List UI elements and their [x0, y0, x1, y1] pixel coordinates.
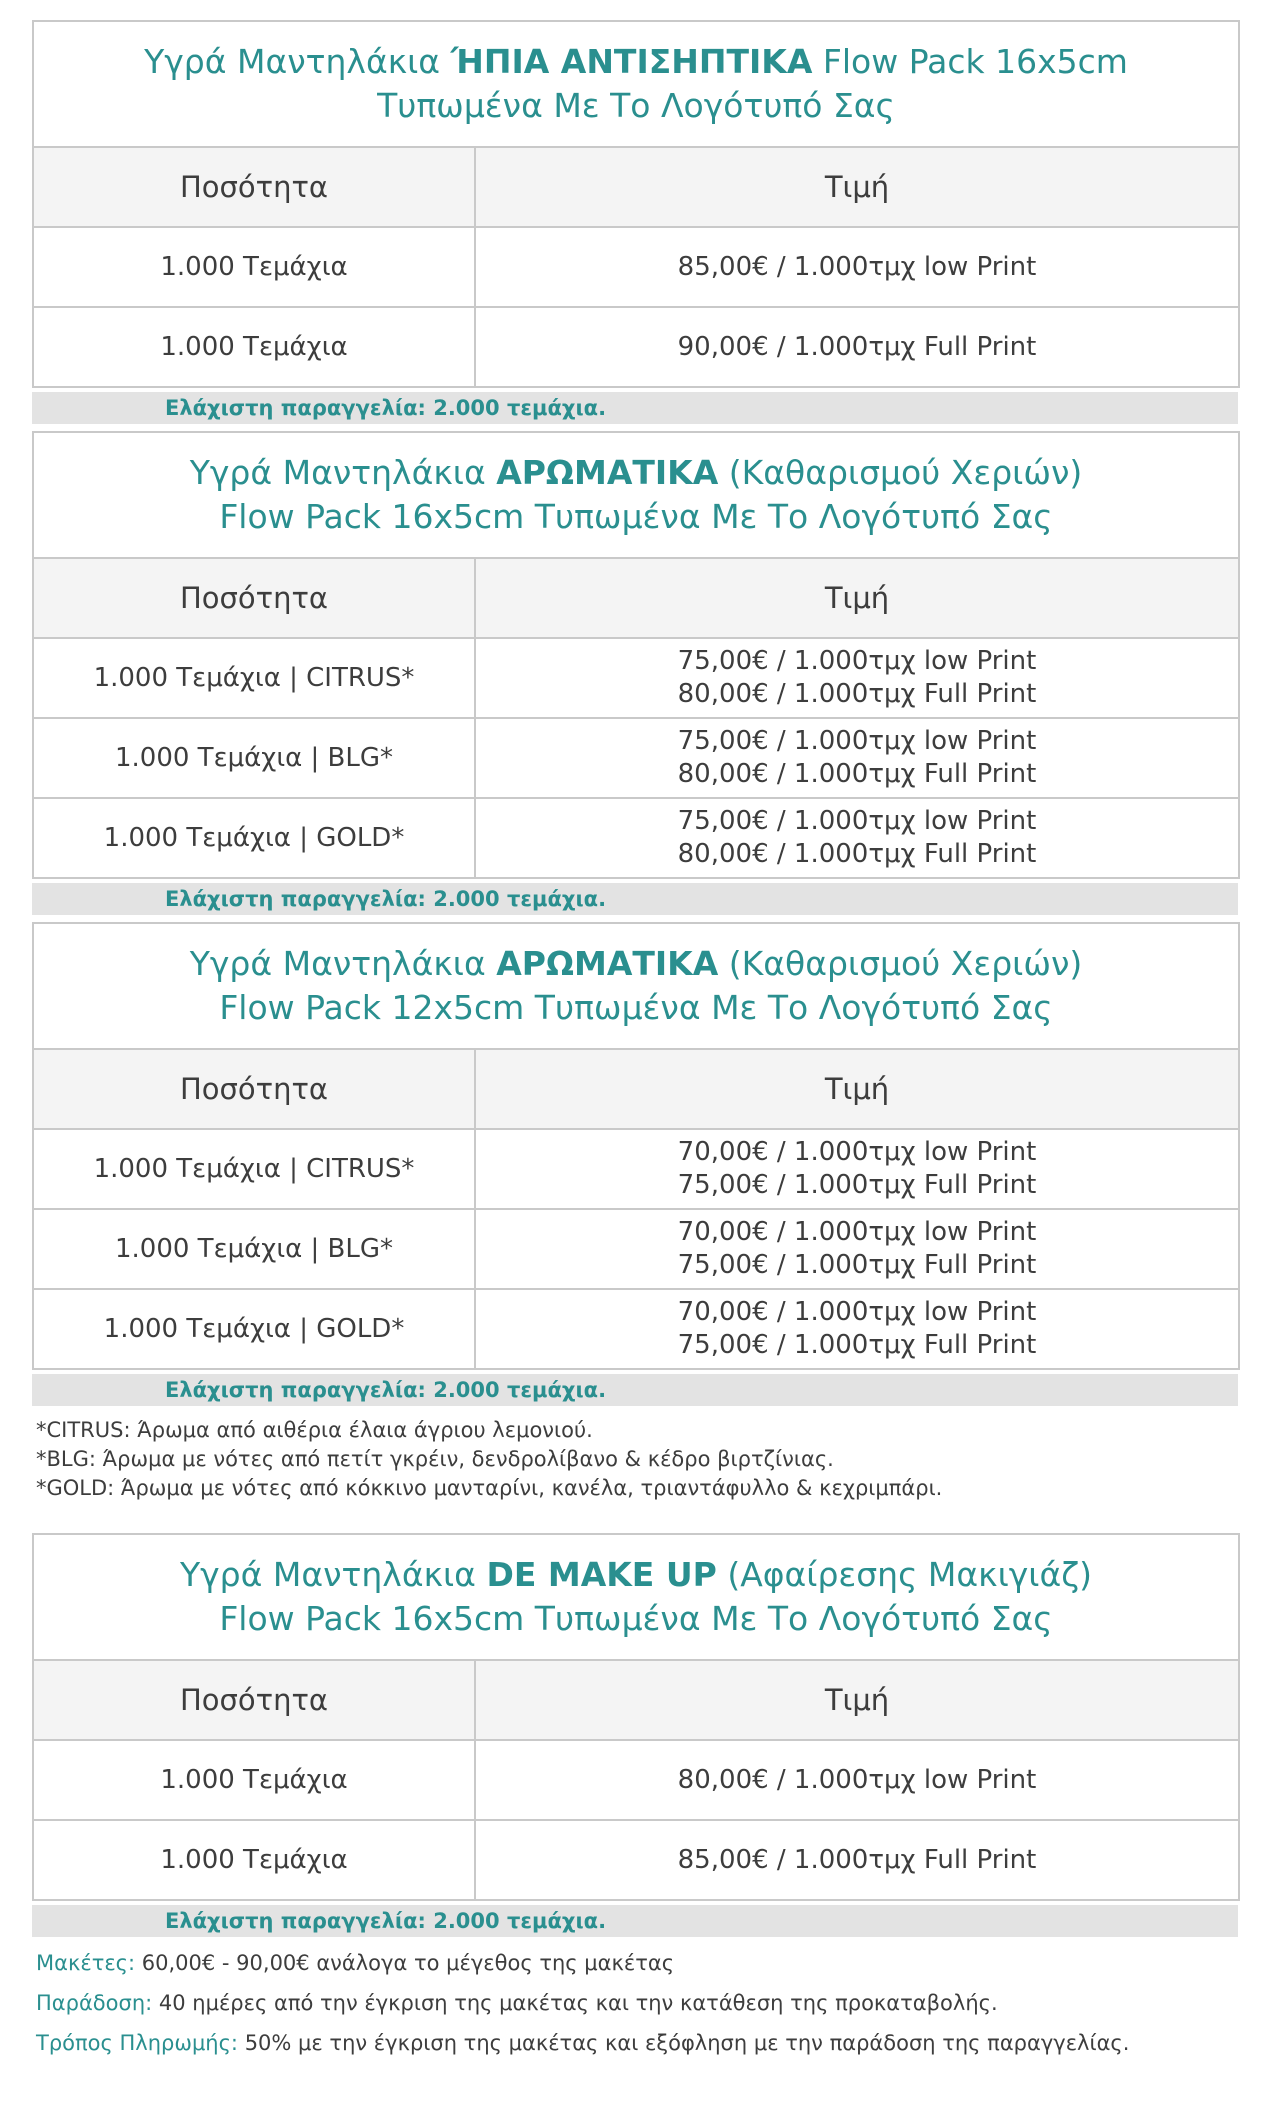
quantity-cell: 1.000 Τεμάχια: [33, 227, 475, 307]
table-row: [33, 227, 1239, 307]
table-row: [33, 718, 1239, 798]
footnote-gold: *GOLD: Άρωμα με νότες από κόκκινο μανταρίνι, κανέλα, τριαντάφυλλο & κεχριμπάρι.: [36, 1476, 943, 1500]
table-title: [33, 21, 1239, 147]
header-quantity: Ποσότητα: [33, 147, 475, 227]
info-text: 50% με την έγκριση της μακέτας και εξόφληση με την παράδοση της παραγγελίας.: [238, 2031, 1130, 2055]
title-suffix: (Αφαίρεσης Μακιγιάζ): [716, 1555, 1093, 1594]
min-order-note: Ελάχιστη παραγγελία: 2.000 τεμάχια.: [32, 1374, 1238, 1406]
price-full: 80,00€ / 1.000τμχ Full Print: [677, 759, 1037, 789]
price-list: [32, 20, 1238, 2063]
info-mockups: [36, 1943, 1238, 1983]
table-row: [33, 1289, 1239, 1369]
quantity-cell: 1.000 Τεμάχια: [33, 1740, 475, 1820]
price-table-aromatic-16x5: [32, 431, 1240, 879]
header-price: Τιμή: [475, 558, 1239, 638]
title-prefix: Υγρά Μαντηλάκια: [144, 42, 451, 81]
header-quantity: Ποσότητα: [33, 558, 475, 638]
min-order-note: Ελάχιστη παραγγελία: 2.000 τεμάχια.: [32, 392, 1238, 424]
quantity-cell: 1.000 Τεμάχια | GOLD*: [33, 798, 475, 878]
footnote-blg: *BLG: Άρωμα με νότες από πετίτ γκρέιν, δενδρολίβανο & κέδρο βιρτζίνιας.: [36, 1447, 834, 1471]
title-suffix: (Καθαρισμού Χεριών): [718, 944, 1083, 983]
price-full: 75,00€ / 1.000τμχ Full Print: [677, 1330, 1037, 1360]
price-low: 70,00€ / 1.000τμχ low Print: [677, 1137, 1037, 1167]
price-full: 80,00€ / 1.000τμχ Full Print: [677, 679, 1037, 709]
quantity-cell: 1.000 Τεμάχια: [33, 1820, 475, 1900]
info-text: 40 ημέρες από την έγκριση της μακέτας και την κατάθεση της προκαταβολής.: [152, 1991, 998, 2015]
header-price: Τιμή: [475, 1660, 1239, 1740]
min-order-note: Ελάχιστη παραγγελία: 2.000 τεμάχια.: [32, 883, 1238, 915]
price-table-aromatic-12x5: [32, 922, 1240, 1370]
price-low: 70,00€ / 1.000τμχ low Print: [677, 1297, 1037, 1327]
price-cell: 85,00€ / 1.000τμχ low Print: [475, 227, 1239, 307]
order-info: [32, 1943, 1238, 2063]
table-row: [33, 798, 1239, 878]
price-full: 75,00€ / 1.000τμχ Full Print: [677, 1250, 1037, 1280]
title-bold: ΉΠΙΑ ΑΝΤΙΣΗΠΤΙΚΑ: [450, 42, 813, 81]
table-title: [33, 1534, 1239, 1660]
info-label: Μακέτες:: [36, 1951, 136, 1975]
price-full: 80,00€ / 1.000τμχ Full Print: [677, 839, 1037, 869]
price-table-makeup: [32, 1533, 1240, 1901]
quantity-cell: 1.000 Τεμάχια | CITRUS*: [33, 1129, 475, 1209]
title-suffix: Flow Pack 16x5cm: [812, 42, 1128, 81]
price-low: 70,00€ / 1.000τμχ low Print: [677, 1217, 1037, 1247]
quantity-cell: 1.000 Τεμάχια | GOLD*: [33, 1289, 475, 1369]
table-row: [33, 307, 1239, 387]
table-title: [33, 923, 1239, 1049]
title-bold: DE MAKE UP: [486, 1555, 717, 1594]
quantity-cell: 1.000 Τεμάχια | CITRUS*: [33, 638, 475, 718]
title-prefix: Υγρά Μαντηλάκια: [189, 453, 497, 492]
title-line2: Τυπωμένα Με Το Λογότυπό Σας: [377, 86, 895, 125]
price-low: 75,00€ / 1.000τμχ low Print: [677, 646, 1037, 676]
header-price: Τιμή: [475, 1049, 1239, 1129]
table-row: [33, 1209, 1239, 1289]
info-delivery: [36, 1983, 1238, 2023]
title-bold: ΑΡΩΜΑΤΙΚΑ: [496, 944, 719, 983]
price-full: 75,00€ / 1.000τμχ Full Print: [677, 1170, 1037, 1200]
title-suffix: (Καθαρισμού Χεριών): [718, 453, 1083, 492]
info-text: 60,00€ - 90,00€ ανάλογα το μέγεθος της μακέτας: [135, 1951, 675, 1975]
table-row: [33, 1820, 1239, 1900]
price-cell: 90,00€ / 1.000τμχ Full Print: [475, 307, 1239, 387]
price-cell: 85,00€ / 1.000τμχ Full Print: [475, 1820, 1239, 1900]
price-cell: [475, 1289, 1239, 1369]
price-low: 75,00€ / 1.000τμχ low Print: [677, 726, 1037, 756]
footnote-citrus: *CITRUS: Άρωμα από αιθέρια έλαια άγριου λεμονιού.: [36, 1418, 593, 1442]
title-prefix: Υγρά Μαντηλάκια: [179, 1555, 487, 1594]
title-prefix: Υγρά Μαντηλάκια: [189, 944, 497, 983]
title-line2: Flow Pack 16x5cm Τυπωμένα Με Το Λογότυπό Σας: [219, 497, 1053, 536]
table-row: [33, 638, 1239, 718]
price-table-antiseptic: [32, 20, 1240, 388]
title-line2: Flow Pack 16x5cm Τυπωμένα Με Το Λογότυπό Σας: [219, 1599, 1053, 1638]
table-title: [33, 432, 1239, 558]
min-order-note: Ελάχιστη παραγγελία: 2.000 τεμάχια.: [32, 1905, 1238, 1937]
header-quantity: Ποσότητα: [33, 1049, 475, 1129]
quantity-cell: 1.000 Τεμάχια | BLG*: [33, 1209, 475, 1289]
table-row: [33, 1129, 1239, 1209]
info-label: Παράδοση:: [36, 1991, 153, 2015]
title-line2: Flow Pack 12x5cm Τυπωμένα Με Το Λογότυπό Σας: [219, 988, 1053, 1027]
price-cell: [475, 1209, 1239, 1289]
fragrance-footnotes: [32, 1416, 1238, 1503]
price-low: 75,00€ / 1.000τμχ low Print: [677, 806, 1037, 836]
quantity-cell: 1.000 Τεμάχια | BLG*: [33, 718, 475, 798]
header-price: Τιμή: [475, 147, 1239, 227]
title-bold: ΑΡΩΜΑΤΙΚΑ: [496, 453, 719, 492]
price-cell: [475, 638, 1239, 718]
header-quantity: Ποσότητα: [33, 1660, 475, 1740]
table-row: [33, 1740, 1239, 1820]
price-cell: [475, 1129, 1239, 1209]
info-label: Τρόπος Πληρωμής:: [36, 2031, 239, 2055]
price-cell: [475, 798, 1239, 878]
info-payment: [36, 2023, 1238, 2063]
price-cell: 80,00€ / 1.000τμχ low Print: [475, 1740, 1239, 1820]
quantity-cell: 1.000 Τεμάχια: [33, 307, 475, 387]
price-cell: [475, 718, 1239, 798]
